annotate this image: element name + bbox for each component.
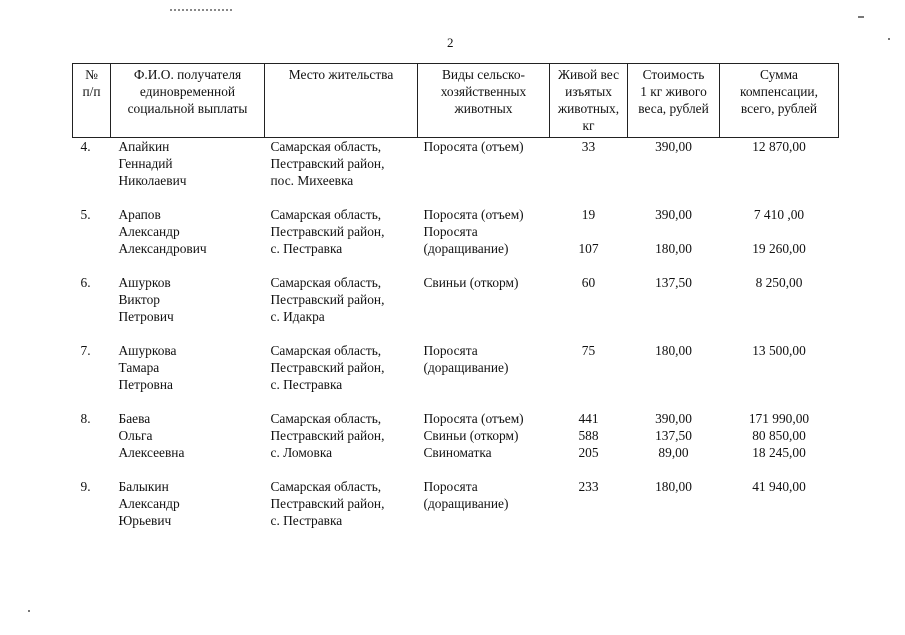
live-weight-line: 233 [578,479,599,494]
header-line: всего, рублей [740,101,818,116]
compensation-total-cell [720,206,839,274]
animal-types-line: Свиньи (откорм) [423,275,519,290]
residence-line: Самарская область, [270,479,382,494]
recipient-name-line: Арапов [118,207,161,222]
recipient-name-line: Ольга [118,428,153,443]
recipient-name-line: Ашуркова [118,343,177,358]
residence-line: Самарская область, [270,275,382,290]
compensation-total-cell [720,410,839,478]
price-per-kg-line: 180,00 [655,479,692,494]
animal-types-line: Свиньи (откорм) [423,428,519,443]
price-per-kg-cell [628,206,720,274]
compensation-table [72,63,839,546]
animal-types-cell [418,138,550,207]
header-line: социальной выплаты [127,101,248,116]
residence-line: с. Пестравка [270,241,343,256]
header-line: Ф.И.О. получателя [133,67,242,82]
residence-line: пос. Михеевка [270,173,354,188]
table-header-row [73,64,839,138]
table-row [73,138,839,207]
live-weight-line: 205 [578,445,599,460]
recipient-name-line: Петрович [118,309,174,324]
live-weight-line: 107 [578,241,599,256]
price-per-kg-cell [628,410,720,478]
residence-line: с. Идакра [270,309,325,324]
row-number-cell [73,206,111,274]
recipient-name-line: Алексеевна [118,445,185,460]
table-body [73,138,839,547]
compensation-total-line: 13 500,00 [752,343,806,358]
price-per-kg-line: 137,50 [655,428,692,443]
residence-cell [265,410,418,478]
residence-line: с. Пестравка [270,377,343,392]
recipient-name-line: Апайкин [118,139,170,154]
live-weight-line: 33 [581,139,596,154]
row-number: 7. [80,343,91,358]
recipient-name-cell [111,342,265,410]
row-number-cell [73,274,111,342]
header-live-weight [550,64,628,138]
row-number: 5. [80,207,91,222]
page-number: 2 [447,35,454,50]
row-number: 9. [80,479,91,494]
row-number: 4. [80,139,91,154]
header-line: Сумма [760,67,798,82]
live-weight-line: 588 [578,428,599,443]
price-per-kg-line: 137,50 [655,275,692,290]
residence-line: Пестравский район, [270,292,385,307]
header-line: веса, рублей [638,101,709,116]
animal-types-cell [418,478,550,546]
residence-line: Пестравский район, [270,428,385,443]
residence-line: с. Ломовка [270,445,333,460]
header-line: единовременной [139,84,236,99]
recipient-name-line: Виктор [118,292,160,307]
animal-types-line: (доращивание) [423,241,509,256]
header-line: животных, [557,101,620,116]
animal-types-cell [418,410,550,478]
live-weight-line: 75 [581,343,596,358]
animal-types-line: Поросята [423,343,478,358]
residence-cell [265,342,418,410]
header-animal-types [418,64,550,138]
header-residence [265,64,418,138]
recipient-name-line: Тамара [118,360,160,375]
price-per-kg-line [632,223,716,240]
header-line: Виды сельско- [441,67,526,82]
residence-line: Самарская область, [270,139,382,154]
price-per-kg-line: 89,00 [658,445,689,460]
scan-artifact [170,9,232,11]
residence-line: Самарская область, [270,411,382,426]
animal-types-cell [418,342,550,410]
live-weight-cell [550,342,628,410]
animal-types-cell [418,206,550,274]
residence-line: Пестравский район, [270,224,385,239]
price-per-kg-cell [628,138,720,207]
compensation-total-line: 12 870,00 [752,139,806,154]
compensation-total-cell [720,138,839,207]
price-per-kg-cell [628,342,720,410]
recipient-name-line: Александрович [118,241,207,256]
header-line: компенсации, [740,84,818,99]
compensation-total-cell [720,342,839,410]
compensation-total-line [724,223,835,240]
live-weight-line: 60 [581,275,596,290]
residence-cell [265,478,418,546]
compensation-total-line: 171 990,00 [748,411,810,426]
residence-line: с. Пестравка [270,513,343,528]
header-line: изъятых [565,84,612,99]
table-row [73,410,839,478]
recipient-name-line: Петровна [118,377,173,392]
header-line: Стоимость [642,67,705,82]
animal-types-line: Поросята [423,479,478,494]
live-weight-cell [550,206,628,274]
animal-types-line: (доращивание) [423,496,509,511]
recipient-name-cell [111,138,265,207]
compensation-total-line: 18 245,00 [752,445,806,460]
header-recipient-name [111,64,265,138]
animal-types-line: Поросята (отъем) [423,207,524,222]
row-number-cell [73,342,111,410]
residence-cell [265,206,418,274]
header-line: кг [582,118,595,133]
animal-types-line: Поросята [423,224,478,239]
header-line: Живой вес [557,67,620,82]
live-weight-cell [550,138,628,207]
recipient-name-line: Балыкин [118,479,169,494]
header-compensation-total [720,64,839,138]
table-row [73,478,839,546]
row-number: 8. [80,411,91,426]
residence-cell [265,274,418,342]
price-per-kg-line: 390,00 [655,207,692,222]
live-weight-line: 441 [578,411,599,426]
animal-types-cell [418,274,550,342]
residence-line: Пестравский район, [270,360,385,375]
compensation-total-line: 7 410 ,00 [753,207,805,222]
recipient-name-cell [111,274,265,342]
residence-line: Самарская область, [270,207,382,222]
residence-line: Самарская область, [270,343,382,358]
price-per-kg-cell [628,478,720,546]
row-number-cell [73,410,111,478]
price-per-kg-line: 180,00 [655,241,692,256]
residence-line: Пестравский район, [270,496,385,511]
recipient-name-line: Юрьевич [118,513,172,528]
header-price-per-kg [628,64,720,138]
live-weight-cell [550,274,628,342]
recipient-name-line: Геннадий [118,156,173,171]
header-line: животных [454,101,513,116]
row-number-cell [73,138,111,207]
table-row [73,342,839,410]
recipient-name-line: Александр [118,224,180,239]
row-number: 6. [80,275,91,290]
recipient-name-line: Николаевич [118,173,187,188]
compensation-total-line: 80 850,00 [752,428,806,443]
header-line: хозяйственных [440,84,527,99]
table-row [73,274,839,342]
scan-artifact [858,16,864,18]
table-row [73,206,839,274]
live-weight-line [554,223,624,240]
live-weight-cell [550,478,628,546]
residence-line: Пестравский район, [270,156,385,171]
recipient-name-cell [111,478,265,546]
price-per-kg-cell [628,274,720,342]
header-line: п/п [82,84,101,99]
recipient-name-line: Баева [118,411,151,426]
header-line: № [85,67,98,82]
price-per-kg-line: 390,00 [655,411,692,426]
recipient-name-line: Александр [118,496,180,511]
animal-types-line: (доращивание) [423,360,509,375]
recipient-name-line: Ашурков [118,275,171,290]
live-weight-line: 19 [581,207,596,222]
header-line: Место жительства [288,67,394,82]
animal-types-line: Поросята (отъем) [423,139,524,154]
compensation-total-cell [720,274,839,342]
compensation-total-cell [720,478,839,546]
compensation-total-line: 8 250,00 [755,275,803,290]
residence-cell [265,138,418,207]
compensation-total-line: 19 260,00 [752,241,806,256]
live-weight-cell [550,410,628,478]
price-per-kg-line: 390,00 [655,139,692,154]
compensation-total-line: 41 940,00 [752,479,806,494]
scan-artifact [888,38,890,40]
recipient-name-cell [111,206,265,274]
header-number [73,64,111,138]
recipient-name-cell [111,410,265,478]
animal-types-line: Свиноматка [423,445,492,460]
price-per-kg-line: 180,00 [655,343,692,358]
animal-types-line: Поросята (отъем) [423,411,524,426]
header-line: 1 кг живого [640,84,707,99]
scan-artifact [28,610,30,612]
row-number-cell [73,478,111,546]
